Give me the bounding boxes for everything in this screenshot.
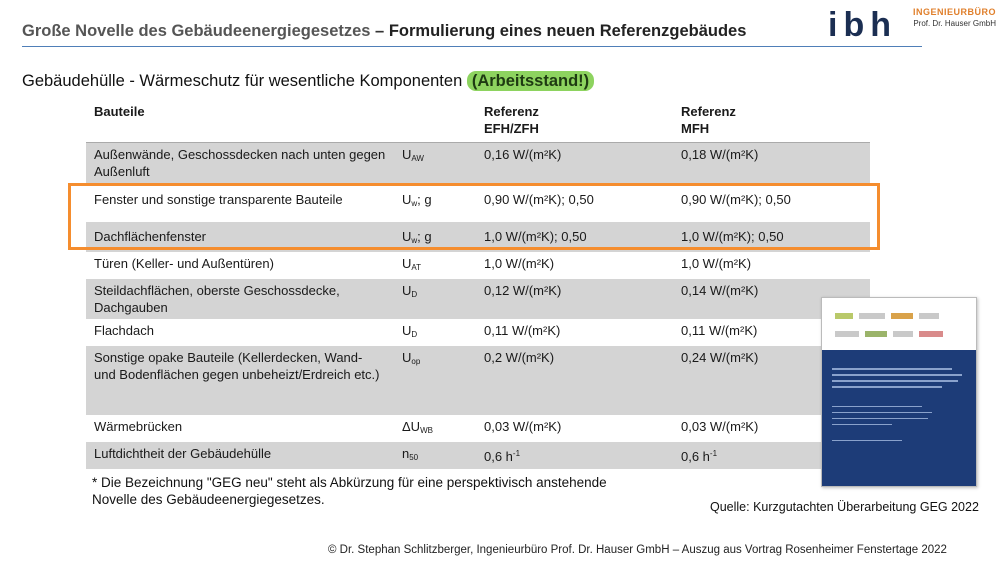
highlight-frame [68,183,880,250]
row-value-efh [476,442,673,469]
row-value-efh: 1,0 W/(m²K) [484,256,555,271]
symbol-sub: w [411,236,418,245]
value-base: 0,6 h [484,449,513,464]
row-symbol [394,346,476,415]
logo-text [910,7,996,28]
symbol-base: ΔU [402,419,421,434]
column-header-mfh [673,99,870,143]
symbol-base: U [402,350,412,365]
row-symbol [394,319,476,346]
row-bauteil: Türen (Keller- und Außentüren) [94,256,274,271]
row-symbol [394,442,476,469]
symbol-suffix: ; g [417,192,432,207]
symbol-sub: WB [420,426,433,435]
row-bauteil: Dachflächenfenster [94,229,207,244]
table-row [86,415,870,442]
symbol-base: U [402,283,412,298]
row-bauteil: Sonstige opake Bauteile (Kellerdecken, Wand- und Bodenflächen gegen unbeheizt/Erdreich etc.) [94,350,380,382]
table-header-row [86,99,870,143]
symbol-suffix: ; g [417,229,432,244]
row-bauteil: Fenster und sonstige transparente Bauteile [94,192,343,207]
cover-blue-panel [822,350,977,487]
row-symbol [394,252,476,279]
symbol-sub: op [411,357,421,366]
row-value-mfh: 0,24 W/(m²K) [681,350,759,365]
value-base: 0,6 h [681,449,710,464]
row-value-mfh: 0,03 W/(m²K) [681,419,759,434]
logo-letters: ibh [828,6,897,44]
row-value-mfh: 0,14 W/(m²K) [681,283,759,298]
column-header-efh [476,99,673,143]
symbol-base: U [402,147,412,162]
symbol-sub: D [411,330,418,339]
copyright-notice: © Dr. Stephan Schlitzberger, Ingenieurbüro Prof. Dr. Hauser GmbH – Auszug aus Vortrag Rosenheimer Fenstertage 2022 [328,544,947,556]
value-exponent: -1 [709,449,718,458]
status-badge: (Arbeitsstand!) [467,71,594,91]
symbol-base: n [402,446,410,461]
slide-title [22,22,746,41]
row-bauteil: Steildachflächen, oberste Geschossdecke, Dachgauben [94,283,340,315]
symbol-base: U [402,229,412,244]
reference-values-table [86,99,870,469]
symbol-sub: AW [411,154,424,163]
report-cover-thumbnail [821,297,977,487]
subtitle-text: Gebäudehülle - Wärmeschutz für wesentliche Komponenten [22,72,467,90]
symbol-base: U [402,323,412,338]
table-row [86,279,870,319]
row-value-mfh: 0,18 W/(m²K) [681,147,759,162]
cover-partner-logos [832,308,968,336]
symbol-sub: 50 [409,453,419,462]
table-row [86,346,870,415]
row-symbol [394,143,476,184]
footnote: * Die Bezeichnung "GEG neu" steht als Abkürzung für eine perspektivisch anstehende Novelle des Gebäudeenergiegesetzes. [92,475,607,507]
company-logo [828,4,998,46]
row-bauteil: Luftdichtheit der Gebäudehülle [94,446,272,461]
symbol-base: U [402,192,412,207]
mfh-header-line2: MFH [681,121,710,136]
row-bauteil: Wärmebrücken [94,419,183,434]
slide-title-part1: Große Novelle des Gebäudeenergiegesetzes [22,22,371,40]
row-bauteil: Flachdach [94,323,154,338]
row-value-mfh: 1,0 W/(m²K) [681,256,752,271]
row-value-mfh: 0,90 W/(m²K); 0,50 [681,192,791,207]
mfh-header-line1: Referenz [681,104,736,119]
logo-firm: INGENIEURBÜRO [912,7,996,17]
row-symbol [394,415,476,442]
slide-title-separator: – [370,22,389,40]
slide-title-part2: Formulierung eines neuen Referenzgebäudes [388,22,747,40]
source-caption: Quelle: Kurzgutachten Überarbeitung GEG 2022 [710,500,979,514]
column-header-bauteile: Bauteile [94,104,145,119]
row-value-efh: 0,16 W/(m²K) [484,147,562,162]
section-subtitle [22,72,594,91]
table-row [86,319,870,346]
value-exponent: -1 [512,449,521,458]
row-value-mfh: 0,11 W/(m²K) [681,323,758,338]
table-row [86,252,870,279]
symbol-base: U [402,256,412,271]
header-divider [22,46,922,47]
column-header-symbol [394,99,476,143]
row-symbol [394,279,476,319]
symbol-sub: w [411,199,418,208]
symbol-sub: D [411,290,418,299]
row-value-efh: 0,90 W/(m²K); 0,50 [484,192,594,207]
row-value-efh: 0,12 W/(m²K) [484,283,562,298]
logo-prof: Prof. Dr. Hauser GmbH [913,19,996,28]
row-value-efh: 0,11 W/(m²K) [484,323,561,338]
efh-header-line2: EFH/ZFH [484,121,539,136]
row-value-efh: 0,03 W/(m²K) [484,419,562,434]
symbol-sub: AT [411,263,422,272]
row-value-efh: 0,2 W/(m²K) [484,350,555,365]
table-row [86,143,870,184]
table-row [86,442,870,469]
efh-header-line1: Referenz [484,104,539,119]
row-bauteil: Außenwände, Geschossdecken nach unten gegen Außenluft [94,147,386,179]
row-value-mfh: 1,0 W/(m²K); 0,50 [681,229,784,244]
row-value-efh: 1,0 W/(m²K); 0,50 [484,229,587,244]
